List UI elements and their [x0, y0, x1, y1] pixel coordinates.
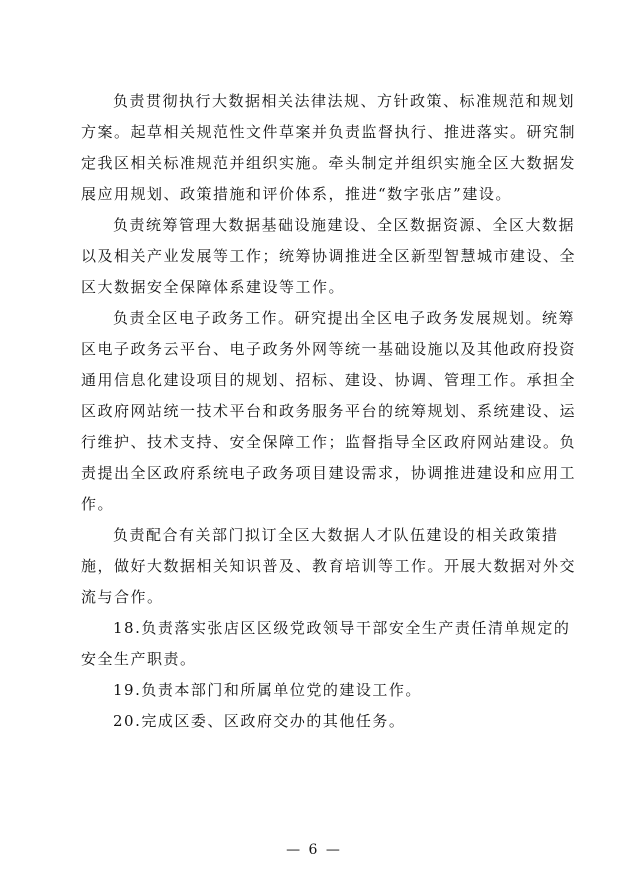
- text-line: 负责配合有关部门拟订全区大数据人才队伍建设的相关政策措: [113, 526, 559, 544]
- paragraph-item-20: [0, 706, 551, 737]
- text-line: 方案。起草相关规范性文件草案并负责监督执行、推进落实。研究制: [81, 123, 577, 141]
- paragraph-item-18: [0, 613, 571, 675]
- text-line: 区电子政务云平台、电子政务外网等统一基础设施以及其他政府投资: [81, 340, 577, 358]
- text-line: 18.负责落实张店区区级党政领导干部安全生产责任清单规定的: [113, 619, 571, 637]
- paragraph-item-19: [0, 675, 551, 706]
- document-body: [0, 86, 628, 737]
- text-line: 作。: [81, 495, 115, 513]
- text-line: 通用信息化建设项目的规划、招标、建设、协调、管理工作。承担全: [81, 371, 577, 389]
- text-line: 负责全区电子政务工作。研究提出全区电子政务发展规划。统筹: [113, 309, 576, 327]
- paragraph-infrastructure: [0, 210, 577, 303]
- text-line: 施，做好大数据相关知识普及、教育培训等工作。开展大数据对外交: [81, 557, 577, 575]
- text-line: 展应用规划、政策措施和评价体系，推进“数字张店”建设。: [81, 185, 512, 203]
- text-line: 行维护、技术支持、安全保障工作；监督指导全区政府网站建设。负: [81, 433, 577, 451]
- text-line: 定我区相关标准规范并组织实施。牵头制定并组织实施全区大数据发: [81, 154, 577, 172]
- text-line: 区大数据安全保障体系建设等工作。: [81, 278, 346, 296]
- paragraph-data-policy: [0, 86, 577, 210]
- text-line: 区政府网站统一技术平台和政务服务平台的统筹规划、系统建设、运: [81, 402, 577, 420]
- text-line: 负责统筹管理大数据基础设施建设、全区数据资源、全区大数据: [113, 216, 576, 234]
- text-line: 安全生产职责。: [81, 650, 197, 668]
- text-line: 流与合作。: [81, 588, 164, 606]
- paragraph-e-government: [0, 303, 577, 520]
- paragraph-talent: [0, 520, 577, 613]
- text-line: 20.完成区委、区政府交办的其他任务。: [113, 712, 406, 730]
- page-number: — 6 —: [286, 842, 342, 858]
- text-line: 19.负责本部门和所属单位党的建设工作。: [113, 681, 422, 699]
- text-line: 负责贯彻执行大数据相关法律法规、方针政策、标准规范和规划: [113, 92, 576, 110]
- text-line: 责提出全区政府系统电子政务项目建设需求，协调推进建设和应用工: [81, 464, 577, 482]
- text-line: 以及相关产业发展等工作；统筹协调推进全区新型智慧城市建设、全: [81, 247, 577, 265]
